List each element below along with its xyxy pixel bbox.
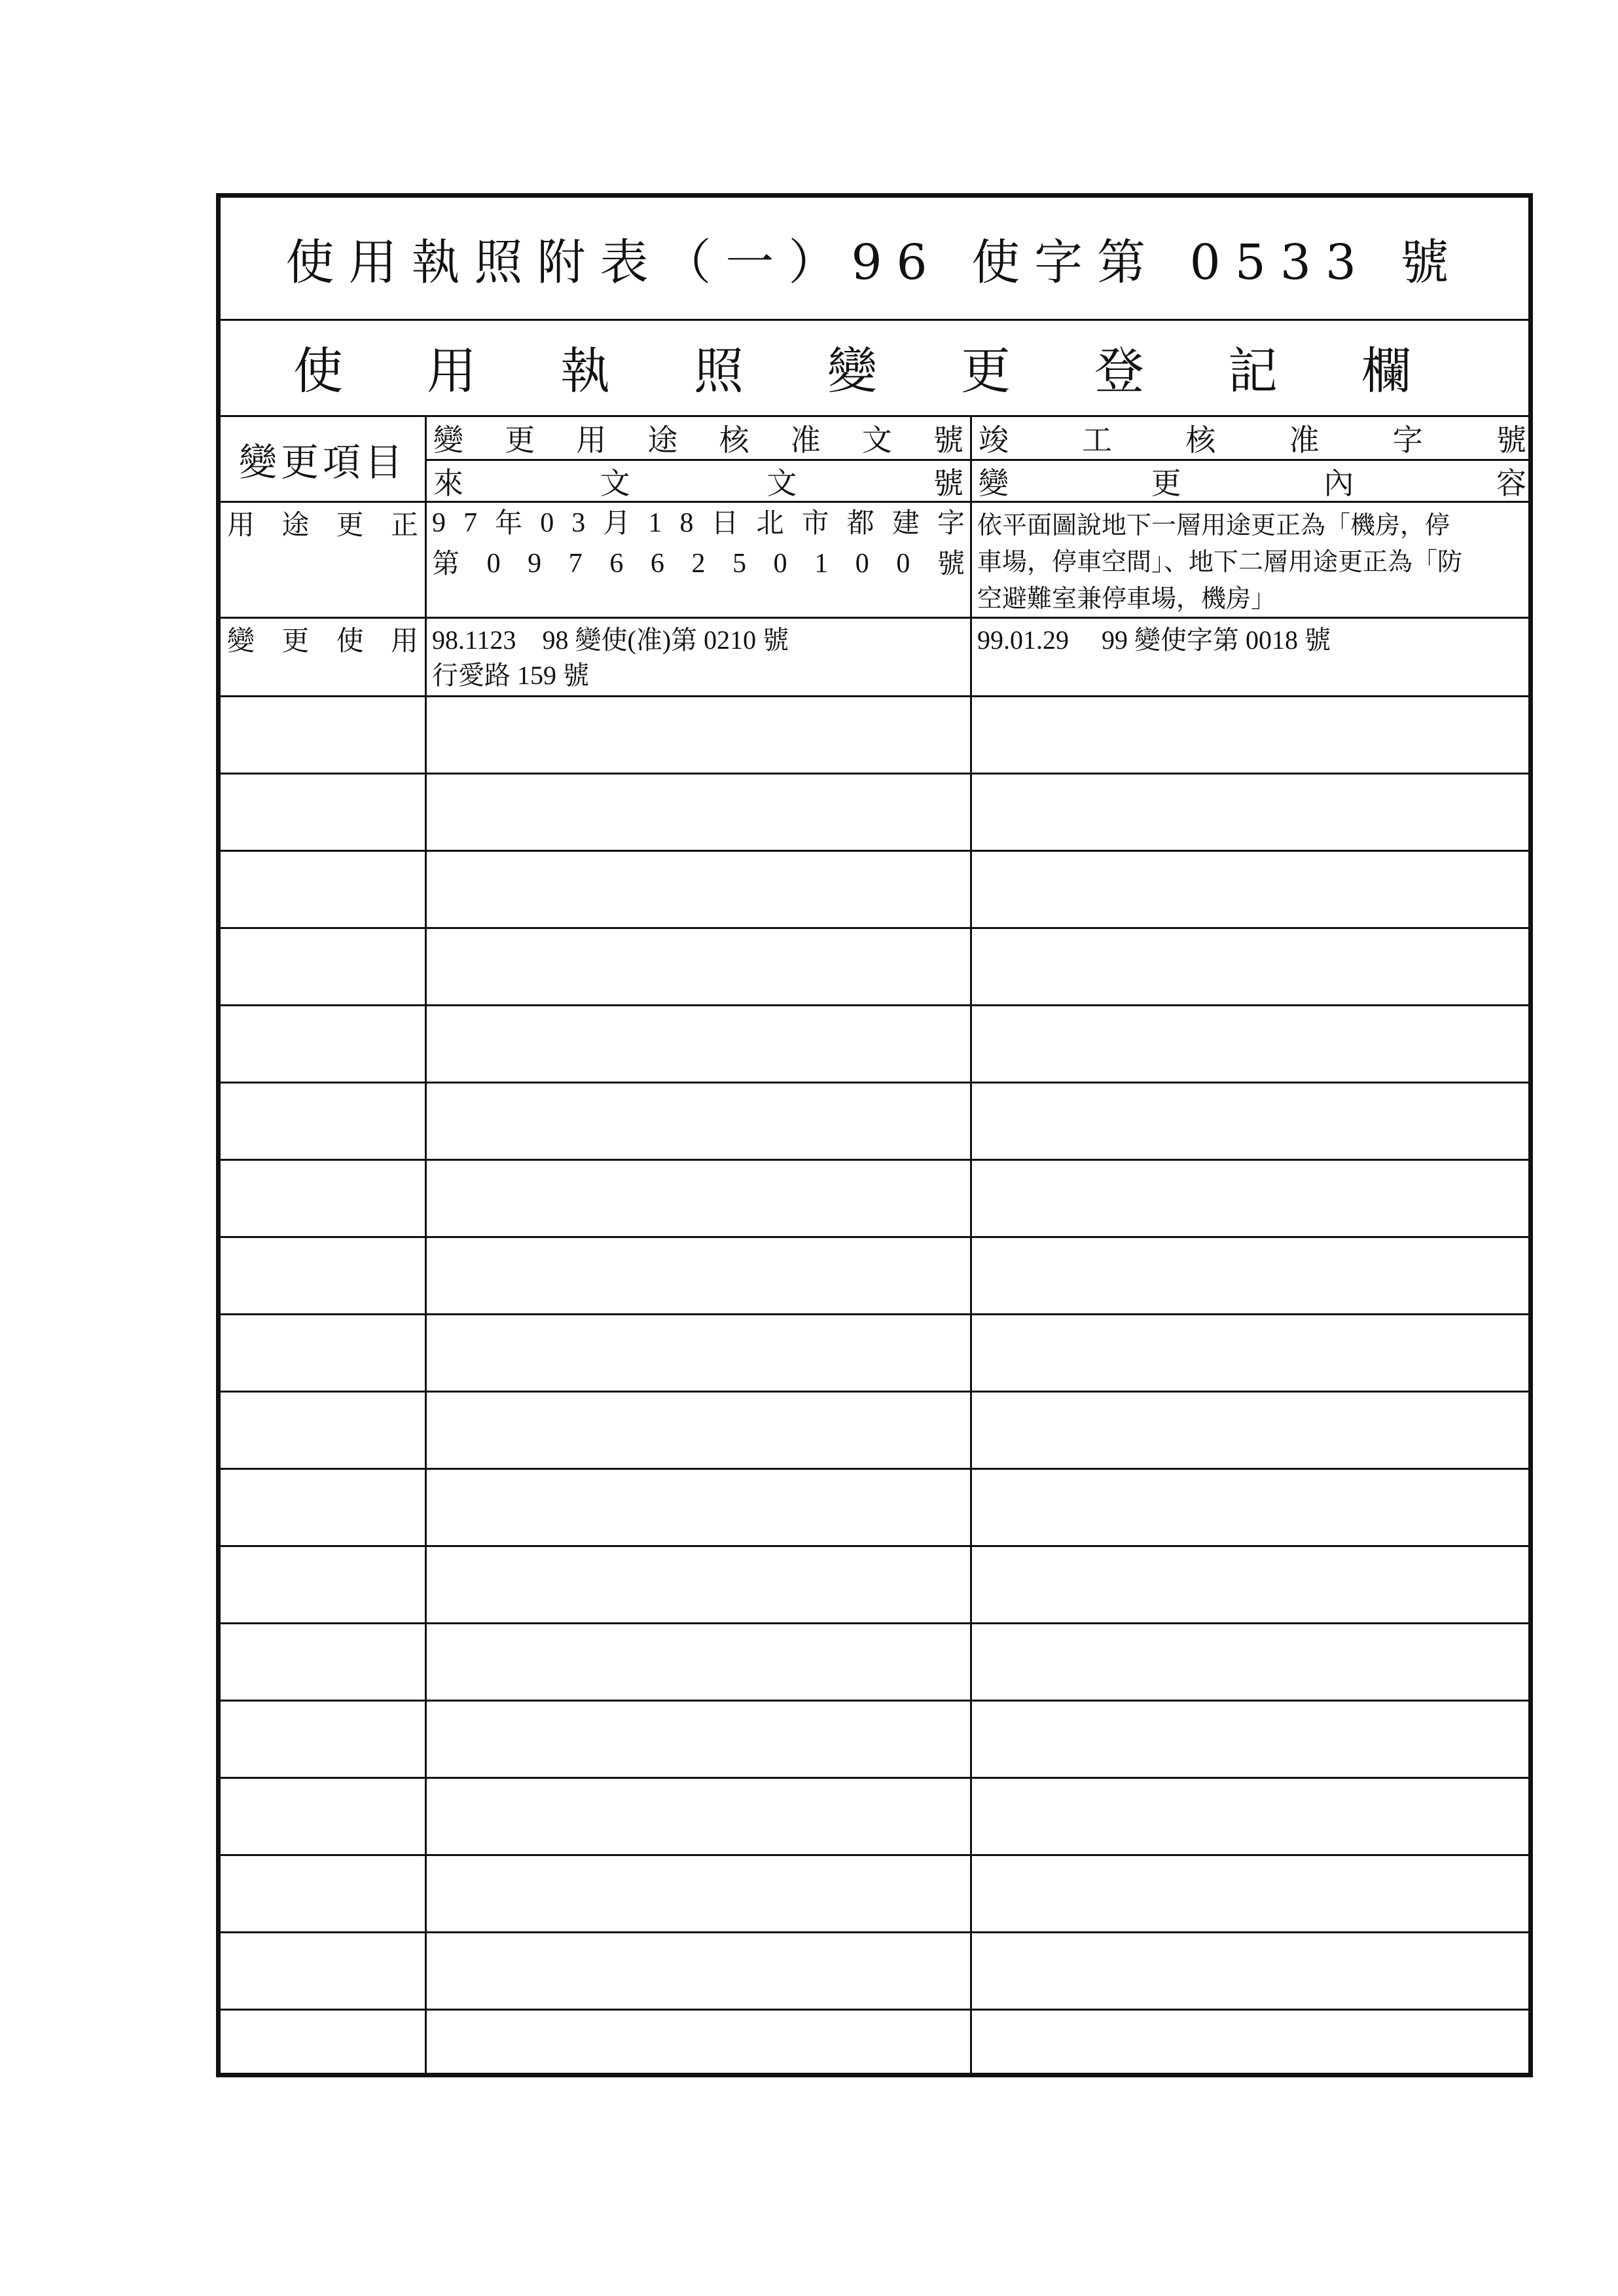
- table-row-2-doc-no: [427, 619, 970, 695]
- header-char: 更: [1151, 465, 1181, 501]
- row-divider: [221, 1777, 1528, 1779]
- header-char: 文: [861, 422, 892, 458]
- table-row-1-item: [221, 503, 425, 617]
- document-title-text: 使用執照附表（一）96 使字第 0533 號: [285, 234, 1464, 291]
- row-divider: [221, 1622, 1528, 1624]
- item-char: 途: [281, 509, 310, 541]
- document-subtitle: [221, 319, 1528, 417]
- change-register-table: [221, 417, 1528, 2073]
- document-subtitle-text: 使用執照變更登記欄: [293, 342, 1495, 400]
- row-divider: [221, 927, 1528, 929]
- header-char: 工: [1082, 422, 1113, 458]
- header-char: 變: [979, 465, 1009, 501]
- table-row-1-doc-no: [427, 503, 970, 617]
- item-char: 使: [336, 625, 364, 657]
- header-char: 文: [600, 465, 630, 501]
- table-row-1-content-line-1: 依平面圖說地下一層用途更正為「機房，停: [977, 511, 1450, 539]
- header-char: 號: [933, 422, 963, 458]
- table-row-2-content-line-1: 99.01.29 99 變使字第 0018 號: [977, 625, 1331, 655]
- table-row-1-content-line-2: 車場，停車空間」、地下二層用途更正為「防: [977, 547, 1463, 576]
- table-row-1-content-line-3: 空避難室兼停車場，機房」: [977, 584, 1276, 613]
- header-change-item: [221, 417, 425, 501]
- item-char: 更: [336, 509, 364, 541]
- table-row-2-item-text: [221, 619, 425, 659]
- row-divider: [221, 1004, 1528, 1006]
- row-divider: [221, 773, 1528, 774]
- header-char: 核: [719, 422, 749, 458]
- header-char: 更: [505, 422, 535, 458]
- header-change-item-text: 變更項目: [238, 440, 406, 484]
- row-divider: [221, 1854, 1528, 1856]
- row-divider: [221, 1931, 1528, 1933]
- header-char: 途: [647, 422, 678, 458]
- row-divider: [221, 1082, 1528, 1084]
- row-divider: [221, 1468, 1528, 1470]
- table-row-2-item: [221, 619, 425, 695]
- header-char: 核: [1185, 422, 1216, 458]
- table-row-1-content: [972, 503, 1533, 617]
- item-char: 用: [390, 625, 418, 657]
- header-completion-approval-no: [972, 417, 1533, 459]
- row-divider: [221, 1236, 1528, 1238]
- item-char: 更: [281, 625, 310, 657]
- table-row-2-doc-line-2: 行愛路 159 號: [432, 661, 589, 690]
- table-row-2-content: [972, 619, 1533, 695]
- row-divider: [221, 1391, 1528, 1393]
- header-char: 容: [1496, 465, 1526, 501]
- header-usage-approval-no: [427, 417, 970, 459]
- header-char: 文: [766, 465, 797, 501]
- row-divider: [221, 850, 1528, 852]
- header-change-content-text: [972, 461, 1533, 501]
- header-char: 變: [433, 422, 463, 458]
- header-char: 准: [790, 422, 821, 458]
- header-char: 內: [1323, 465, 1354, 501]
- row-divider: [221, 1313, 1528, 1315]
- row-divider: [221, 1545, 1528, 1547]
- header-completion-approval-no-text: [972, 417, 1533, 459]
- table-row-1-doc-line-1: 9 7 年 0 3 月 1 8 日 北 市 都 建 字: [432, 507, 965, 539]
- table-row-1-item-text: [221, 503, 425, 543]
- document-title: [221, 198, 1528, 321]
- header-char: 字: [1392, 422, 1423, 458]
- header-incoming-doc-no-text: [427, 461, 970, 501]
- header-char: 號: [933, 465, 963, 501]
- row-divider: [221, 695, 1528, 697]
- table-row-2-doc-line-1: 98.1123 98 變使(准)第 0210 號: [432, 625, 789, 655]
- row-divider: [221, 1159, 1528, 1161]
- table-row-1-doc-line-2: 第 0 9 7 6 6 2 5 0 1 0 0 號: [432, 547, 965, 579]
- row-divider: [221, 2009, 1528, 2011]
- item-char: 用: [227, 509, 255, 541]
- header-char: 竣: [979, 422, 1009, 458]
- license-attachment-form: [216, 193, 1533, 2077]
- header-char: 來: [433, 465, 463, 501]
- row-divider: [221, 1700, 1528, 1702]
- header-usage-approval-no-text: [427, 417, 970, 459]
- header-incoming-doc-no: [427, 461, 970, 501]
- header-change-content: [972, 461, 1533, 501]
- header-char: 號: [1496, 422, 1526, 458]
- header-char: 准: [1289, 422, 1320, 458]
- header-char: 用: [576, 422, 607, 458]
- item-char: 正: [390, 509, 418, 541]
- item-char: 變: [227, 625, 255, 657]
